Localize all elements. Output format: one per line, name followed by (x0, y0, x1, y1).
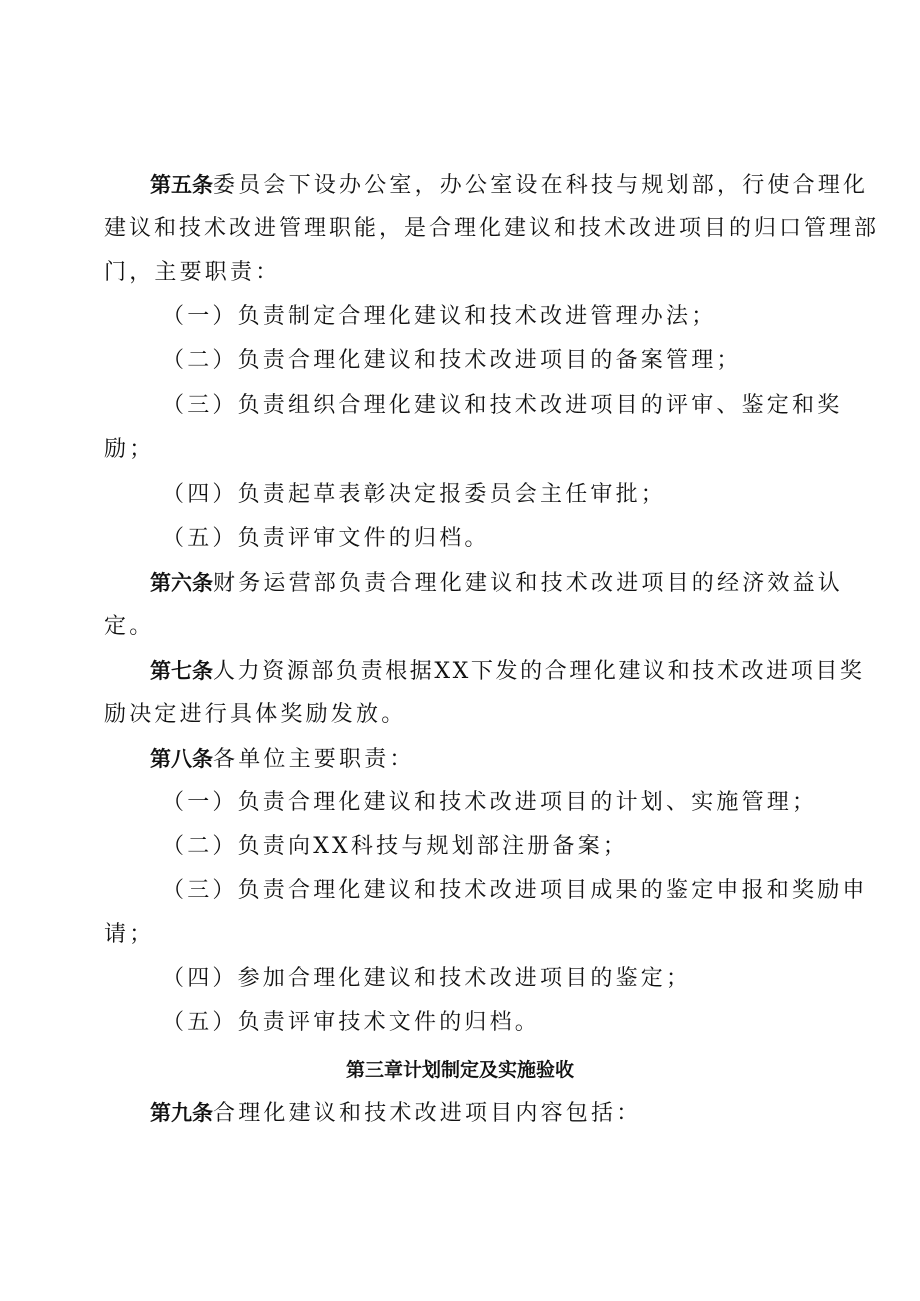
article-5-item-3-cont: 励； (104, 437, 155, 462)
article-9-text-1: 合理化建议和技术改进项目内容包括： (213, 1101, 642, 1126)
article-6-label: 第六条 (150, 571, 213, 595)
article-7-label: 第七条 (150, 659, 213, 683)
article-8-item-1: （一）负责合理化建议和技术改进项目的计划、实施管理； (162, 790, 818, 815)
article-5-item-5: （五）负责评审文件的归档。 (162, 526, 490, 551)
article-8-item-5: （五）负责评审技术文件的归档。 (162, 1010, 541, 1035)
article-5-label: 第五条 (150, 173, 213, 197)
article-5-item-3: （三）负责组织合理化建议和技术改进项目的评审、鉴定和奖 (162, 393, 843, 418)
article-7-line-1 (150, 656, 865, 687)
article-6-text-1: 财务运营部负责合理化建议和技术改进项目的经济效益认 (213, 571, 844, 596)
article-8-item-3-cont: 请； (104, 922, 155, 947)
chapter-3-title: 第三章计划制定及实施验收 (345, 1059, 574, 1081)
article-9-line-1 (150, 1098, 641, 1129)
article-5-line-3: 门，主要职责： (104, 260, 281, 285)
article-5-line-2: 建议和技术改进管理职能，是合理化建议和技术改进项目的归口管理部 (104, 216, 880, 241)
article-5-text-1: 委员会下设办公室，办公室设在科技与规划部，行使合理化 (213, 173, 869, 198)
article-8-item-3: （三）负责合理化建议和技术改进项目成果的鉴定申报和奖励申 (162, 878, 868, 903)
article-5-item-2: （二）负责合理化建议和技术改进项目的备案管理； (162, 348, 742, 373)
article-8-item-4: （四）参加合理化建议和技术改进项目的鉴定； (162, 966, 692, 991)
article-8-line-1 (150, 744, 415, 775)
article-7-text-1: 人力资源部负责根据XX下发的合理化建议和技术改进项目奖 (213, 659, 865, 684)
article-6-line-1 (150, 568, 843, 599)
article-7-line-2: 励决定进行具体奖励发放。 (104, 702, 407, 727)
article-8-text-1: 各单位主要职责： (213, 747, 415, 772)
article-6-line-2: 定。 (104, 614, 155, 639)
article-5-item-4: （四）负责起草表彰决定报委员会主任审批； (162, 482, 667, 507)
article-5-line-1 (150, 170, 868, 201)
article-5-item-1: （一）负责制定合理化建议和技术改进管理办法； (162, 304, 717, 329)
article-9-label: 第九条 (150, 1101, 213, 1125)
article-8-label: 第八条 (150, 747, 213, 771)
article-8-item-2: （二）负责向XX科技与规划部注册备案； (162, 834, 629, 859)
